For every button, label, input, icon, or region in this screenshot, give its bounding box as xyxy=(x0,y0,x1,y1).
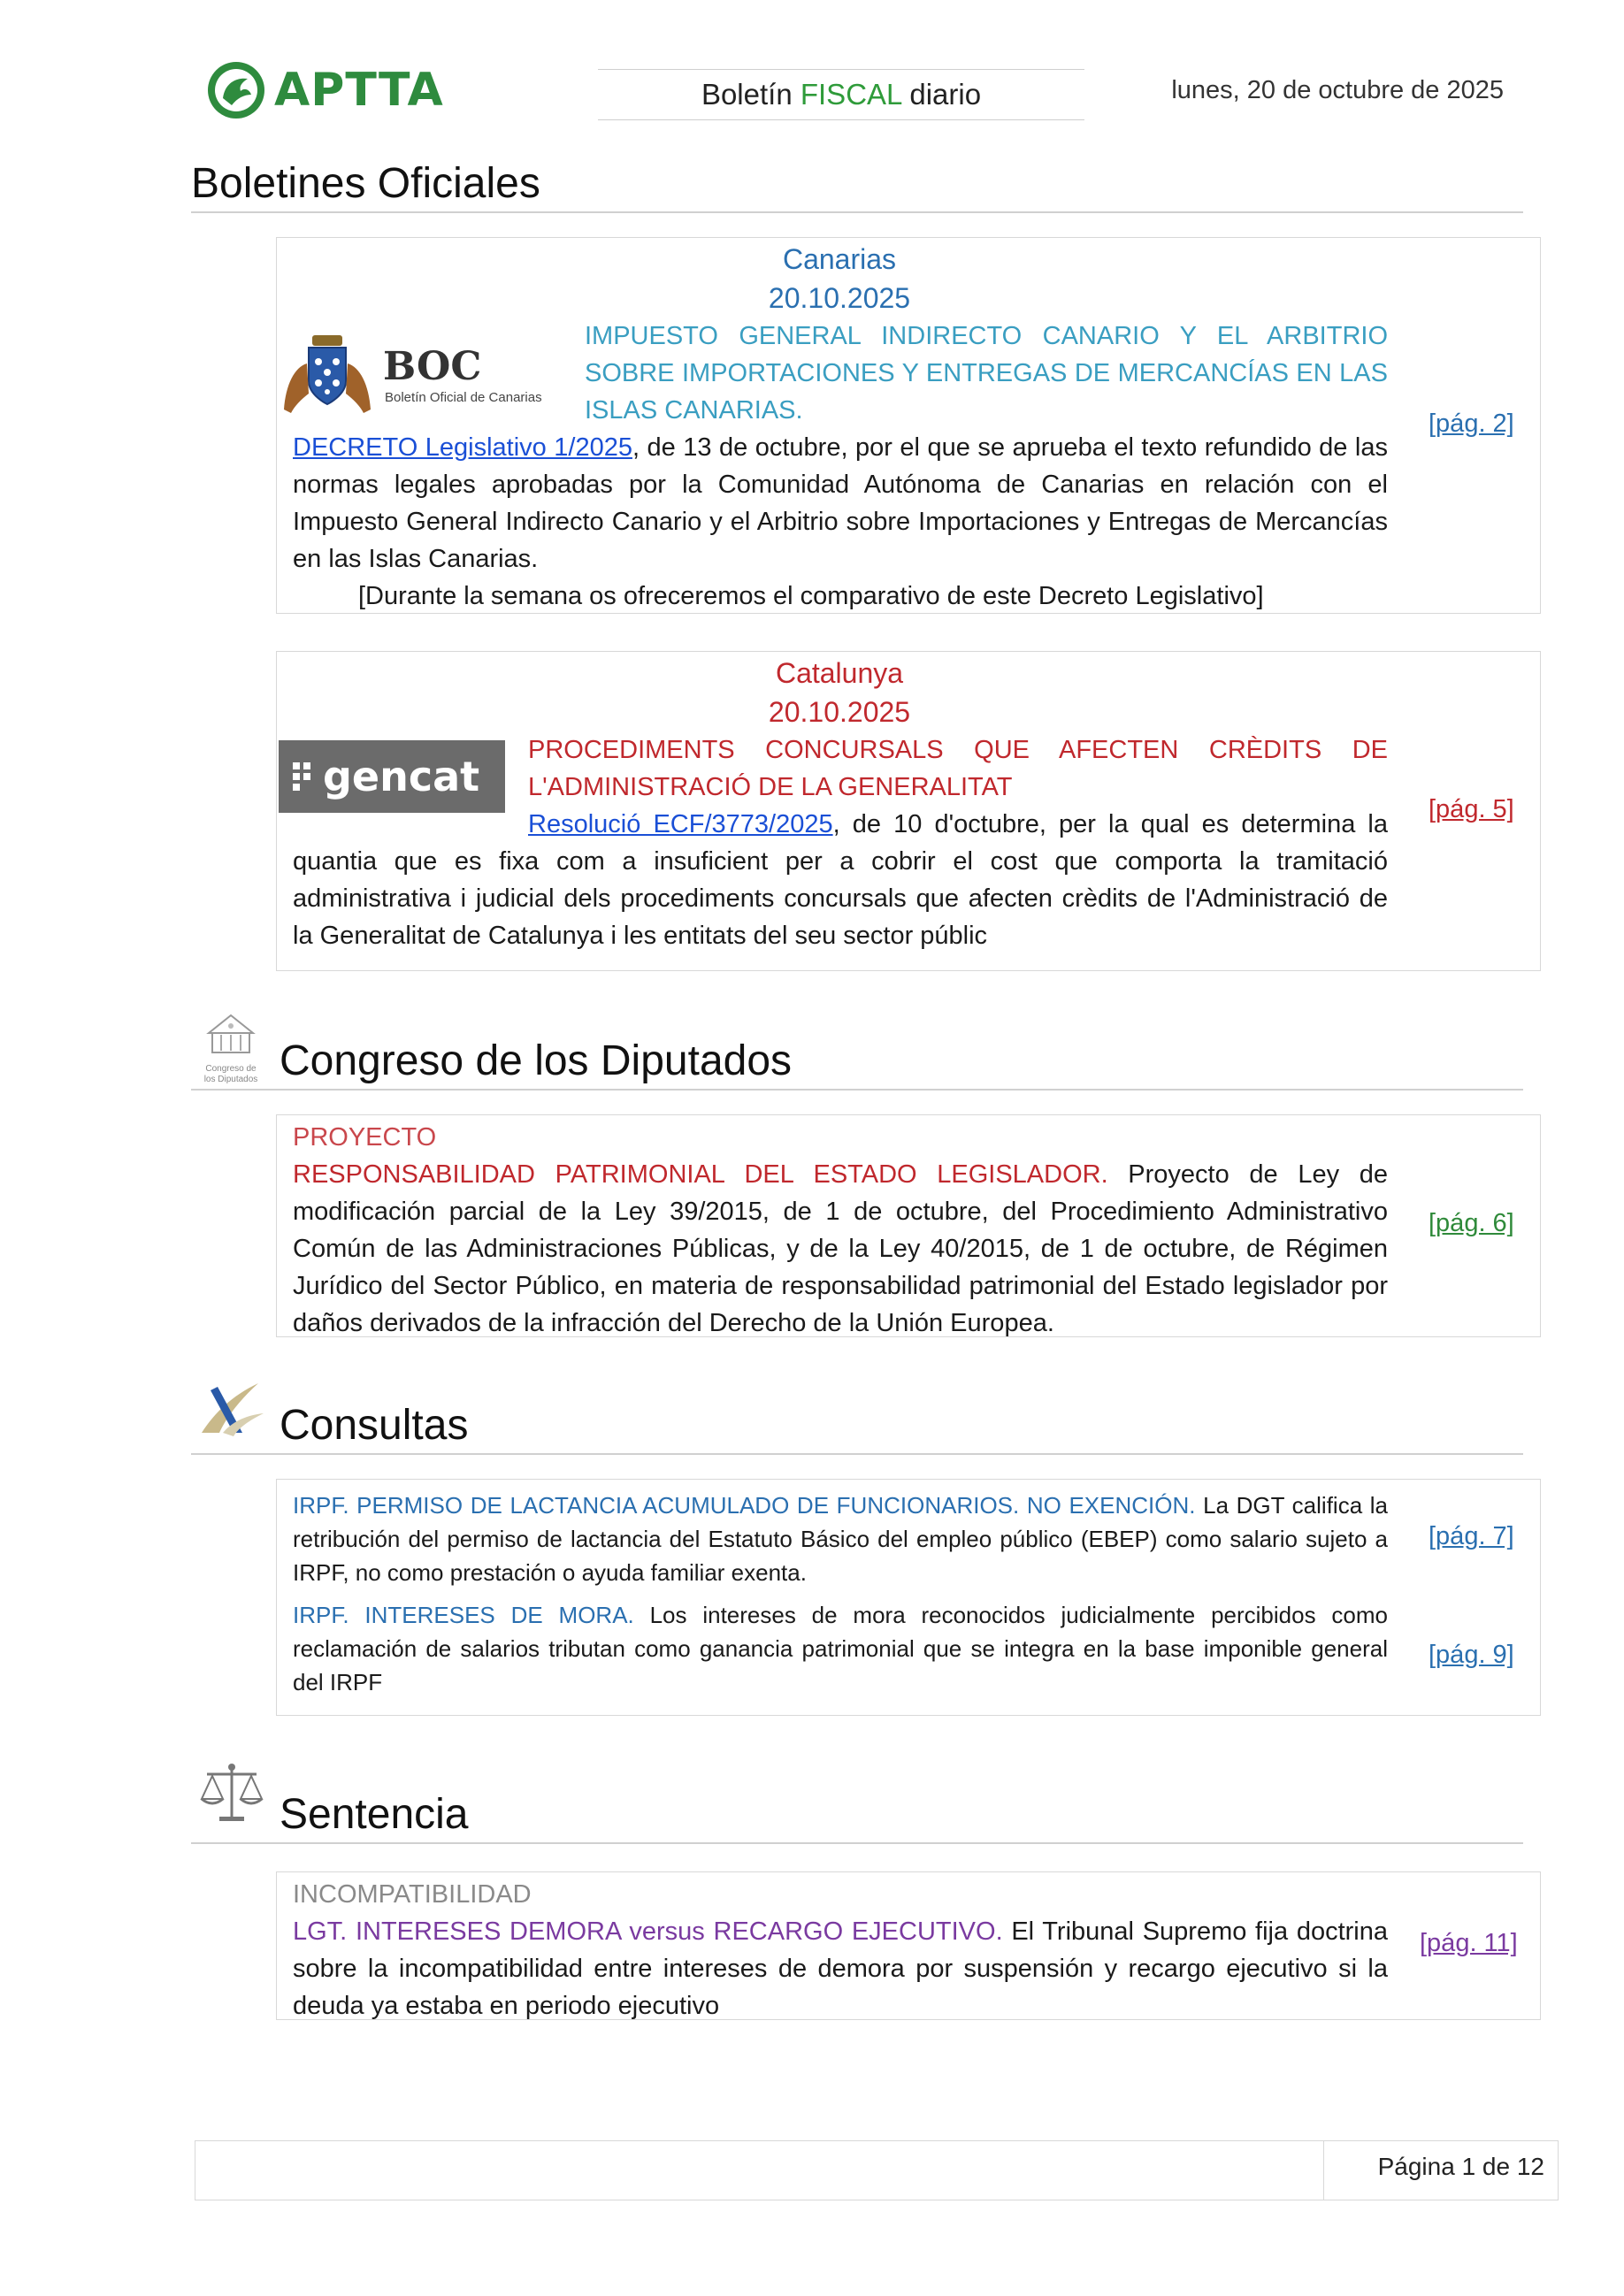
sentencia-body-text: El Tribunal Supremo fija doctrina sobre la incompatibilidad entre intereses de demora por suspensión y recargo ejecutivo si la deuda ya estaba en periodo ejecutivo xyxy=(293,1917,1388,2020)
catalunya-body xyxy=(293,806,1388,954)
gencat-logo-text: gencat xyxy=(323,753,480,800)
aptta-logo xyxy=(205,58,453,122)
boc-logo-sub: Boletín Oficial de Canarias xyxy=(385,390,542,405)
footer-divider xyxy=(1323,2140,1324,2200)
boc-logo xyxy=(279,332,562,417)
consulta-1-headline: IRPF. PERMISO DE LACTANCIA ACUMULADO DE FUNCIONARIOS. NO EXENCIÓN. xyxy=(293,1492,1196,1519)
canarias-coat-of-arms-icon xyxy=(279,332,376,417)
congreso-body xyxy=(293,1156,1388,1342)
aptta-logo-icon xyxy=(205,59,267,121)
canarias-body xyxy=(293,429,1388,578)
catalunya-resolution-link[interactable]: Resolució ECF/3773/2025 xyxy=(528,810,833,838)
consulta-2-body: Los intereses de mora reconocidos judicialmente percibidos como reclamación de salarios tributan como ganancia patrimonial que se integra en la base imponible general del IRPF xyxy=(293,1602,1388,1695)
canarias-entry xyxy=(276,237,1541,614)
canarias-page-link[interactable]: [pág. 2] xyxy=(1429,409,1514,438)
congreso-body-text: Proyecto de Ley de modificación parcial de la Ley 39/2015, de 1 de octubre, del Procedimiento Administrativo Común de las Administraciones Públicas, y de la Ley 40/2015, de 1 de octubre, de Régimen Jurídico del Sector Público, en materia de responsabilidad patrimonial del Estado legislador por daños derivados de la infracción del Derecho de la Unión Europea. xyxy=(293,1160,1388,1337)
section-boletines-heading: Boletines Oficiales xyxy=(191,159,1523,213)
congreso-tag: PROYECTO xyxy=(293,1123,437,1152)
catalunya-date: 20.10.2025 xyxy=(768,696,911,728)
gencat-dots-icon xyxy=(291,759,323,794)
catalunya-body-text: , de 10 d'octubre, per la qual es determina la quantia que es fixa com a insuficient per a cobrir el cost que comporta la tramitació administrativa i judicial dels procediments concursals que afecten crèdits de l'Administració de la Generalitat de Catalunya i les entitats del seu sector públic xyxy=(293,810,1388,950)
congreso-logo-label: Congreso de los Diputados xyxy=(203,1064,258,1084)
canarias-body-text: , de 13 de octubre, por el que se aprueba el texto refundido de las normas legales aprobadas por la Comunidad Autónoma de Canarias en relación con el Impuesto General Indirecto Canario y el Arbitrio sobre Importaciones y Entregas de Mercancías en las Islas Canarias. xyxy=(293,433,1388,573)
boc-logo-main: BOC xyxy=(383,344,482,389)
canarias-headline: IMPUESTO GENERAL INDIRECTO CANARIO Y EL ARBITRIO SOBRE IMPORTACIONES Y ENTREGAS DE MERCANCÍAS EN LAS ISLAS CANARIAS. xyxy=(585,322,1388,425)
consulta-item xyxy=(293,1598,1388,1699)
catalunya-entry xyxy=(276,651,1541,971)
canarias-decree-link[interactable]: DECRETO Legislativo 1/2025 xyxy=(293,433,632,462)
section-sentencia-heading: Sentencia xyxy=(191,1790,1523,1844)
consulta-2-page-link[interactable]: [pág. 9] xyxy=(1429,1641,1514,1669)
section-consultas-heading: Consultas xyxy=(191,1401,1523,1455)
logo-text: APTTA xyxy=(274,64,444,117)
catalunya-page-link[interactable]: [pág. 5] xyxy=(1429,795,1514,823)
sentencia-headline: LGT. INTERESES DEMORA versus RECARGO EJECUTIVO. xyxy=(293,1917,1003,1946)
congreso-headline: RESPONSABILIDAD PATRIMONIAL DEL ESTADO LEGISLADOR. xyxy=(293,1160,1108,1189)
consulta-1-page-link[interactable]: [pág. 7] xyxy=(1429,1522,1514,1550)
canarias-date: 20.10.2025 xyxy=(768,282,911,314)
title-fiscal: FISCAL xyxy=(800,78,902,111)
consulta-2-headline: IRPF. INTERESES DE MORA. xyxy=(293,1602,634,1628)
title-post: diario xyxy=(909,78,982,111)
bulletin-title xyxy=(598,69,1084,120)
sentencia-page-link[interactable]: [pág. 11] xyxy=(1420,1929,1518,1957)
section-congreso-heading: Congreso de los Diputados xyxy=(191,1037,1523,1091)
catalunya-headline: PROCEDIMENTS CONCURSALS QUE AFECTEN CRÈDITS DE L'ADMINISTRACIÓ DE LA GENERALITAT xyxy=(528,736,1388,801)
consultas-entries xyxy=(276,1479,1541,1716)
congreso-page-link[interactable]: [pág. 6] xyxy=(1429,1209,1514,1237)
sentencia-tag: INCOMPATIBILIDAD xyxy=(293,1880,532,1909)
congreso-entry xyxy=(276,1114,1541,1337)
consulta-1-body: La DGT califica la retribución del permiso de lactancia del Estatuto Básico del empleo público (EBEP) como salario sujeto a IRPF, no como prestación o ayuda familiar exenta. xyxy=(293,1492,1389,1586)
canarias-region: Canarias xyxy=(782,243,897,275)
gencat-logo xyxy=(279,740,505,813)
catalunya-region: Catalunya xyxy=(775,657,904,689)
canarias-note: [Durante la semana os ofreceremos el comparativo de este Decreto Legislativo] xyxy=(358,582,1264,610)
sentencia-body xyxy=(293,1913,1388,2024)
title-pre: Boletín xyxy=(701,78,793,111)
page-number: Página 1 de 12 xyxy=(1377,2153,1544,2180)
sentencia-entry xyxy=(276,1871,1541,2020)
consulta-item xyxy=(293,1489,1388,1589)
header-date: lunes, 20 de octubre de 2025 xyxy=(1171,76,1504,104)
